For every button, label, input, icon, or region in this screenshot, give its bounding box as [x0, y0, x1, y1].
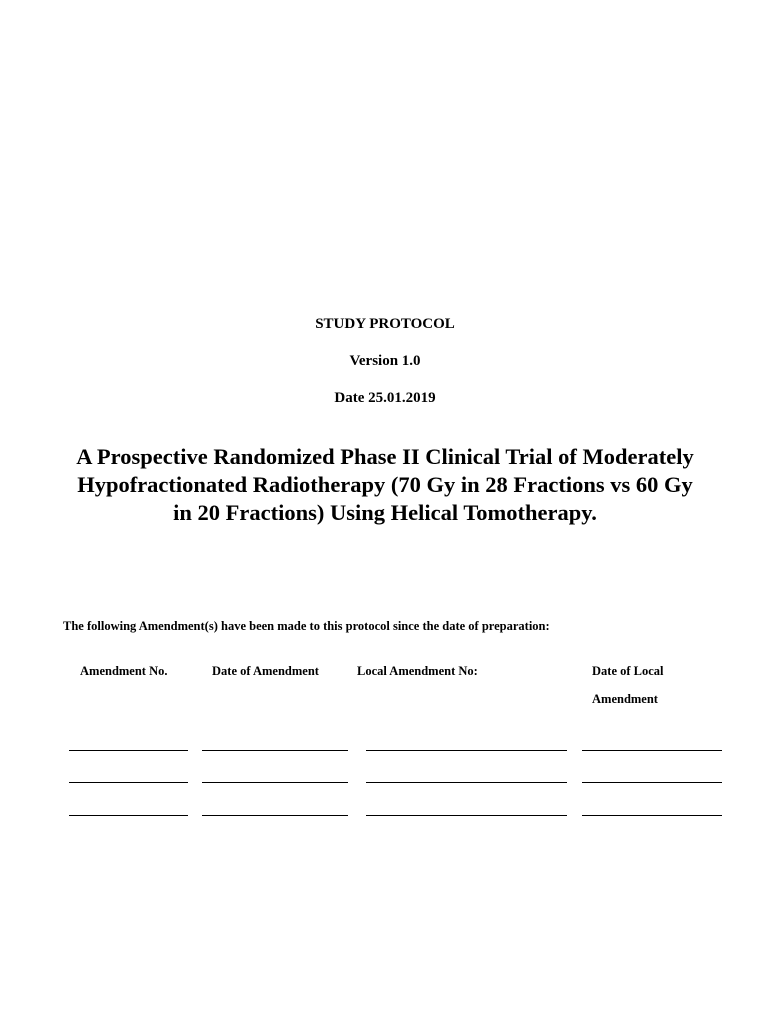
title-line-2: Hypofractionated Radiotherapy (70 Gy in 28 Fractions vs 60 Gy [77, 472, 693, 497]
date-label: Date 25.01.2019 [334, 390, 436, 406]
blank-amendment-no-row-1[interactable] [69, 750, 188, 751]
blank-amendment-no-row-3[interactable] [69, 815, 188, 816]
column-header-date-of-amendment: Date of Amendment [212, 664, 319, 678]
column-header-local-amendment-no: Local Amendment No: [357, 664, 478, 678]
blank-local-amendment-no-row-1[interactable] [366, 750, 567, 751]
column-header-date-of-local-line1: Date of Local [592, 664, 664, 678]
column-header-date-of-local-line2: Amendment [592, 692, 658, 706]
blank-date-of-local-row-2[interactable] [582, 782, 722, 783]
blank-date-of-amendment-row-3[interactable] [202, 815, 348, 816]
version-label: Version 1.0 [349, 353, 421, 369]
column-header-amendment-no: Amendment No. [80, 664, 168, 678]
document-title [30, 443, 740, 527]
blank-date-of-local-row-3[interactable] [582, 815, 722, 816]
blank-date-of-amendment-row-2[interactable] [202, 782, 348, 783]
blank-amendment-no-row-2[interactable] [69, 782, 188, 783]
protocol-label: STUDY PROTOCOL [315, 316, 455, 332]
amendment-intro-text: The following Amendment(s) have been made to this protocol since the date of preparation: [63, 619, 550, 633]
title-line-3: in 20 Fractions) Using Helical Tomotherapy. [173, 500, 597, 525]
blank-local-amendment-no-row-2[interactable] [366, 782, 567, 783]
blank-date-of-amendment-row-1[interactable] [202, 750, 348, 751]
blank-local-amendment-no-row-3[interactable] [366, 815, 567, 816]
blank-date-of-local-row-1[interactable] [582, 750, 722, 751]
title-line-1: A Prospective Randomized Phase II Clinical Trial of Moderately [76, 444, 694, 469]
